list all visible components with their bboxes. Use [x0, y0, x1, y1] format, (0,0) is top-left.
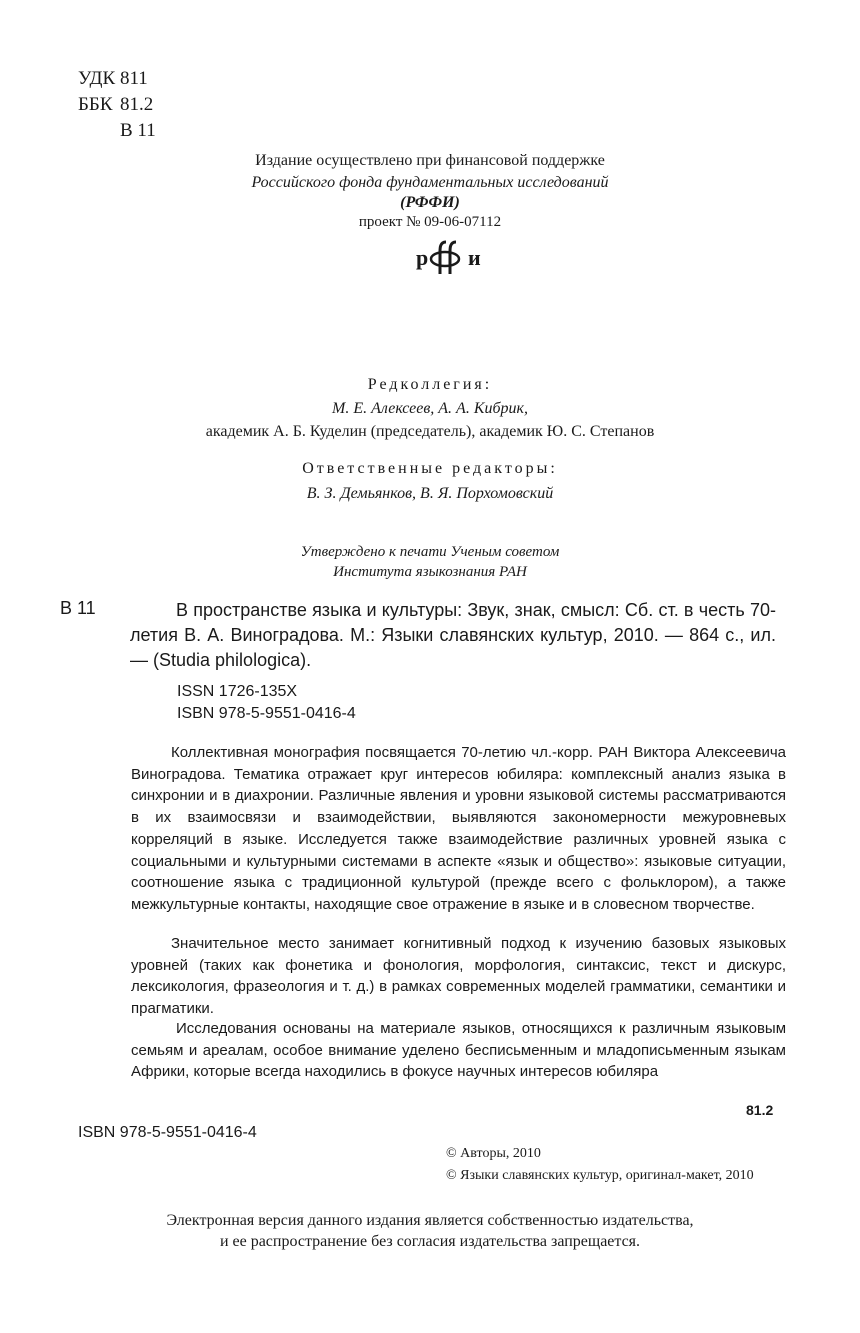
udk-label: УДК: [78, 68, 116, 89]
footer-isbn: ISBN 978-5-9551-0416-4: [78, 1124, 257, 1141]
bbk-code: 81.2: [746, 1102, 774, 1118]
funding-line-2: Российского фонда фундаментальных исследований: [251, 174, 609, 191]
abstract-paragraph-2: Значительное место занимает когнитивный подход к изучению базовых языковых уровней (таких как фонетика и фонология, морфология, синтаксис, текст и дискурс, лексикология, фразеология и т. д.) в рамках современных моделей грамматики, семантики и прагматики.: [131, 935, 786, 1018]
approval-line-1: Утверждено к печати Ученым советом: [300, 544, 560, 560]
funding-line-3: (РФФИ): [400, 194, 460, 211]
electronic-notice-line-2: и ее распространение без согласия издательства запрещается.: [219, 1233, 641, 1250]
isbn: ISBN 978-5-9551-0416-4: [177, 705, 356, 722]
funding-project: проект № 09-06-07112: [358, 214, 502, 230]
issn: ISSN 1726-135X: [177, 683, 298, 700]
catalog-mark: В 11: [60, 598, 96, 618]
approval-line-2: Института языкознания РАН: [333, 564, 527, 580]
copyright-authors: © Авторы, 2010: [446, 1146, 541, 1161]
board-members-line-1: М. Е. Алексеев, А. А. Кибрик,: [332, 400, 528, 417]
abstract-paragraph-3: Исследования основаны на материале языков, относящихся к различным языковым семьям и ареалам, особое внимание уделено бесписьменным и младописьменным языкам Африки, которые всегда находились в фокусе научных интересов юбиляра: [131, 1020, 786, 1081]
svg-text:р: р: [416, 245, 429, 270]
editors-names: В. З. Демьянков, В. Я. Порхомовский: [306, 485, 554, 502]
classification-block: [78, 66, 156, 144]
copyright-publisher: © Языки славянских культур, оригинал-макет, 2010: [446, 1168, 754, 1183]
catalog-citation: В пространстве языка и культуры: Звук, знак, смысл: Сб. ст. в честь 70-летия В. А. Виноградова. М.: Языки славянских культур, 2010. — 864 с., ил. — (Studia philologica).: [130, 600, 776, 670]
abstract-paragraph-1: Коллективная монография посвящается 70-летию чл.-корр. РАН Виктора Алексеевича Виноградова. Тематика отражает круг интересов юбиляра: комплексный анализ языка в синхронии и в диахронии. Различные явления и уровни языковой системы рассматриваются в их взаимосвязи и взаимодействии, выявляются закономерности межуровневых корреляций в языке. Исследуется также взаимодействие различных уровней языка с социальными и культурными системами в аспекте «язык и общество»: языковые ситуации, соотношение языка с традиционной культурой (прежде всего с фольклором), а также межкультурные контакты, находящие свое отражение в языке и в словесном творчестве.: [131, 744, 786, 913]
udk-value: 811: [120, 68, 148, 89]
funding-line-1: Издание осуществлено при финансовой поддержке: [255, 152, 605, 169]
author-mark: В 11: [120, 120, 156, 141]
editors-heading: Ответственные редакторы:: [302, 460, 558, 477]
board-heading: Редколлегия:: [367, 376, 493, 393]
bbk-label: ББК: [78, 94, 113, 115]
rffi-logo: [412, 238, 502, 278]
svg-text:и: и: [468, 245, 481, 270]
bbk-value: 81.2: [120, 94, 154, 115]
electronic-notice-line-1: Электронная версия данного издания является собственностью издательства,: [166, 1212, 694, 1229]
board-members-line-2: академик А. Б. Куделин (председатель), академик Ю. С. Степанов: [205, 423, 655, 440]
